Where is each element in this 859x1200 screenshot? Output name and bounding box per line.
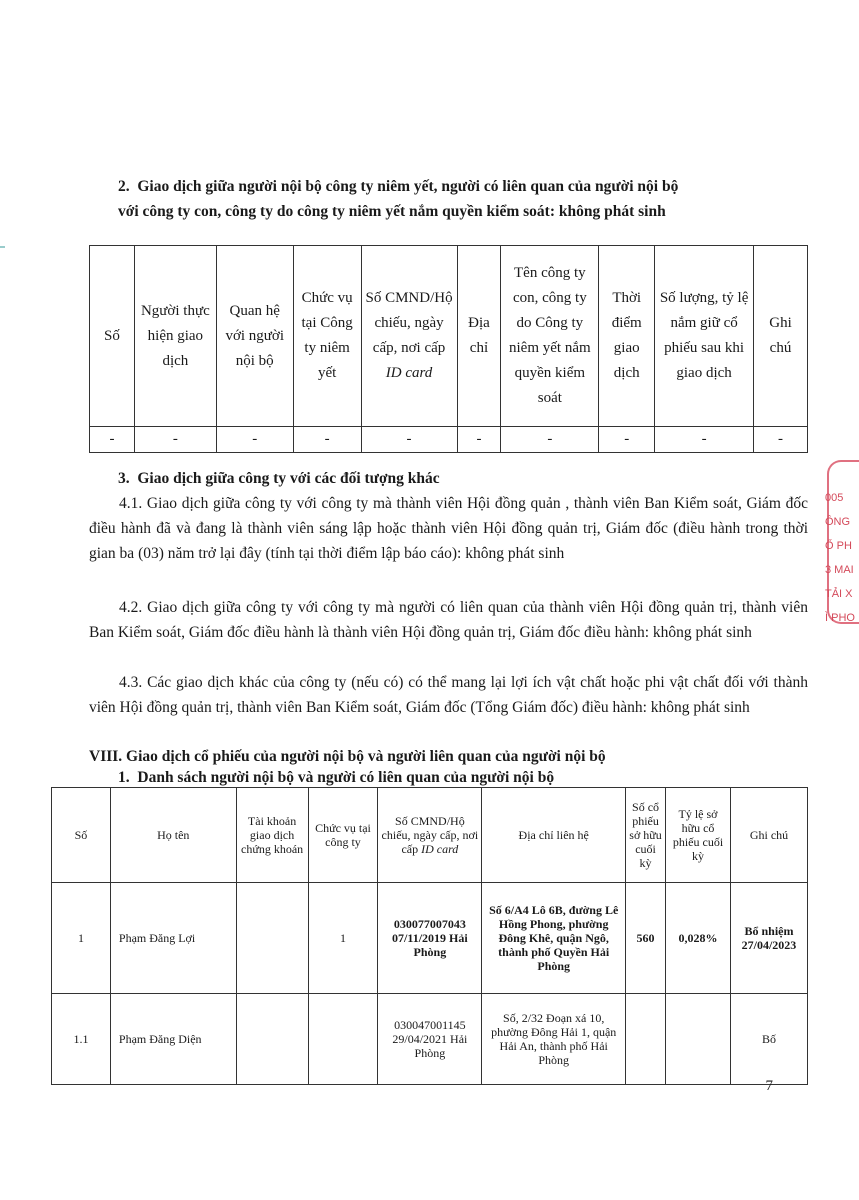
section-2-title-line-2: với công ty con, công ty do công ty niêm yết nắm quyền kiểm soát: không phát sinh — [118, 203, 666, 220]
table-row — [52, 883, 808, 994]
col-header-cmnd — [361, 246, 457, 427]
col-header-ten-cong-ty: Tên công ty con, công ty do Công ty niêm yết nắm quyền kiểm soát — [501, 246, 599, 427]
section-8-subtitle: 1. Danh sách người nội bộ và người có liên quan của người nội bộ — [118, 769, 555, 786]
stamp-text — [825, 486, 855, 630]
table-cell: - — [361, 427, 457, 453]
col-header-ghi-chu: Ghi chú — [754, 246, 808, 427]
col-header-dia-chi: Địa chỉ — [457, 246, 501, 427]
col-header-tai-khoan: Tài khoản giao dịch chứng khoán — [236, 788, 308, 883]
row-ty-le — [666, 994, 731, 1085]
row-chuc-vu: 1 — [308, 883, 378, 994]
col-header-so: Số — [52, 788, 111, 883]
row-ho-ten: Phạm Đăng Lợi — [110, 883, 236, 994]
related-party-subsidiary-table — [89, 245, 808, 453]
stamp-line: Ổ PH — [825, 540, 852, 552]
col-header-so: Số — [90, 246, 135, 427]
col-header-dia-chi: Địa chỉ liên hệ — [482, 788, 626, 883]
section-3-title: 3. Giao dịch giữa công ty với các đối tượng khác — [118, 470, 440, 487]
table-cell: - — [457, 427, 501, 453]
col-header-quan-he: Quan hệ với người nội bộ — [216, 246, 293, 427]
stamp-line: Ì PHO — [825, 612, 855, 624]
stamp-line: TẢI X — [825, 588, 853, 600]
section-2-title-line-1: 2. Giao dịch giữa người nội bộ công ty niêm yết, người có liên quan của người nội bộ — [118, 178, 679, 195]
col-header-nguoi-thuc-hien: Người thực hiện giao dịch — [134, 246, 216, 427]
row-so: 1.1 — [52, 994, 111, 1085]
row-tai-khoan — [236, 994, 308, 1085]
table-row — [90, 427, 808, 453]
table-header-row — [52, 788, 808, 883]
col-header-ghi-chu: Ghi chú — [730, 788, 807, 883]
col-header-thoi-diem: Thời điểm giao dịch — [599, 246, 655, 427]
col-header-chuc-vu: Chức vụ tại Công ty niêm yết — [293, 246, 361, 427]
table-cell: - — [754, 427, 808, 453]
company-stamp — [819, 460, 855, 635]
section-2-title — [118, 174, 808, 224]
insider-list-table — [51, 787, 808, 1085]
col-header-chuc-vu: Chức vụ tại công ty — [308, 788, 378, 883]
paragraph-4-2: 4.2. Giao dịch giữa công ty với công ty mà người có liên quan của thành viên Hội đồng quản trị, thành viên Ban Kiểm soát, Giám đốc điều hành là thành viên Hội đồng quản trị, Giám đốc điều hành: không phát sinh — [89, 599, 808, 641]
table-header-row — [90, 246, 808, 427]
col-header-cmnd — [378, 788, 482, 883]
cmnd-header-text: Số CMND/Hộ chiếu, ngày cấp, nơi cấp — [365, 290, 453, 356]
table-cell: - — [501, 427, 599, 453]
row-ho-ten: Phạm Đăng Diện — [110, 994, 236, 1085]
cmnd-header-text: Số CMND/Hộ chiếu, ngày cấp, nơi cấp — [381, 814, 479, 856]
row-dia-chi: Số, 2/32 Đoạn xá 10, phường Đông Hải 1, quận Hải An, thành phố Hải Phòng — [482, 994, 626, 1085]
table-cell: - — [216, 427, 293, 453]
id-card-label: ID card — [421, 842, 459, 856]
col-header-ho-ten: Họ tên — [110, 788, 236, 883]
page-number: 7 — [765, 1078, 773, 1094]
table-cell: - — [90, 427, 135, 453]
table-row — [52, 994, 808, 1085]
col-header-so-co-phieu: Số cổ phiếu sở hữu cuối kỳ — [626, 788, 666, 883]
row-so: 1 — [52, 883, 111, 994]
section-8-title: VIII. Giao dịch cổ phiếu của người nội bộ và người liên quan của người nội bộ — [89, 748, 606, 765]
paragraph-4-3: 4.3. Các giao dịch khác của công ty (nếu có) có thể mang lại lợi ích vật chất hoặc phi vật chất đối với thành viên Hội đồng quản trị, thành viên Ban Kiểm soát, Giám đốc (Tổng Giám đốc) điều hành: không phát sinh — [89, 674, 808, 716]
row-chuc-vu — [308, 994, 378, 1085]
row-ghi-chu: Bố — [730, 994, 807, 1085]
table-cell: - — [655, 427, 754, 453]
left-margin-mark — [0, 246, 5, 248]
row-so-co-phieu: 560 — [626, 883, 666, 994]
col-header-ty-le: Tỷ lệ sở hữu cổ phiếu cuối kỳ — [666, 788, 731, 883]
row-ghi-chu: Bổ nhiệm 27/04/2023 — [730, 883, 807, 994]
paragraph-4-1: 4.1. Giao dịch giữa công ty với công ty mà thành viên Hội đồng quản , thành viên Ban Kiểm soát, Giám đốc điều hành đã và đang là thành viên sáng lập hoặc thành viên Hội đồng quản trị, Giám đốc (điều hành trong thời gian ba (03) năm trở lại đây (tính tại thời điểm lập báo cáo): không phát sinh — [89, 495, 808, 562]
col-header-so-luong: Số lượng, tỷ lệ nắm giữ cổ phiếu sau khi giao dịch — [655, 246, 754, 427]
row-ty-le: 0,028% — [666, 883, 731, 994]
id-card-label: ID card — [385, 365, 433, 381]
row-tai-khoan — [236, 883, 308, 994]
row-dia-chi: Số 6/A4 Lô 6B, đường Lê Hồng Phong, phường Đông Khê, quận Ngô, thành phố Quyền Hải Phòng — [482, 883, 626, 994]
stamp-line: 005 — [825, 492, 844, 504]
row-cmnd: 030047001145 29/04/2021 Hải Phòng — [378, 994, 482, 1085]
row-cmnd: 030077007043 07/11/2019 Hải Phòng — [378, 883, 482, 994]
stamp-line: 3 MAI — [825, 564, 854, 576]
table-cell: - — [134, 427, 216, 453]
row-so-co-phieu — [626, 994, 666, 1085]
stamp-line: ÔNG — [825, 516, 851, 528]
table-cell: - — [599, 427, 655, 453]
table-cell: - — [293, 427, 361, 453]
